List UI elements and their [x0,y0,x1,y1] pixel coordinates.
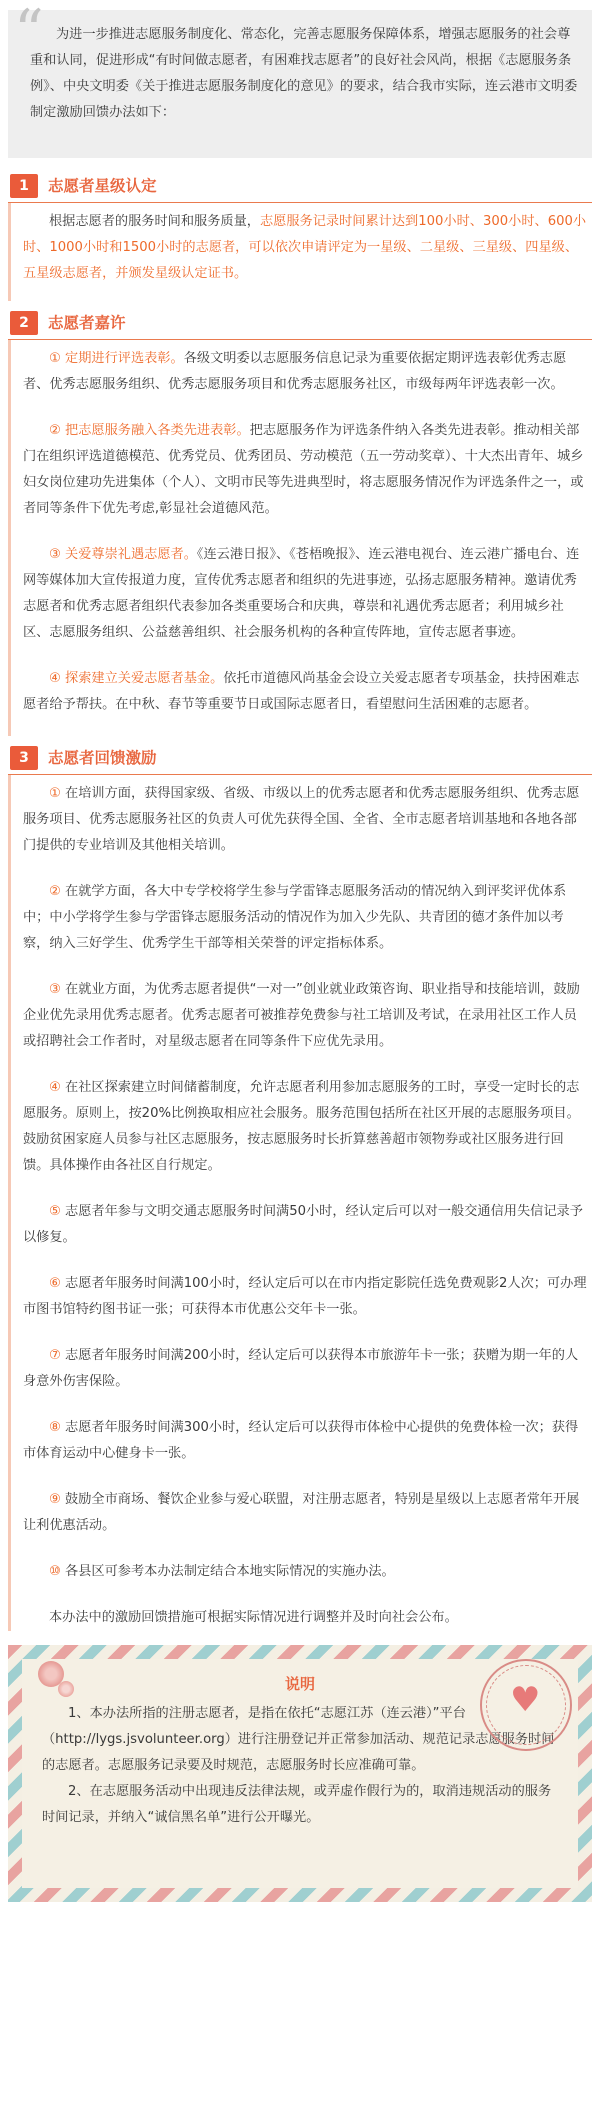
number-mark: ① [49,351,61,366]
item-text: 志愿者年参与文明交通志愿服务时间满50小时，经认定后可以对一般交通信用失信记录予以修复。 [23,1204,583,1245]
list-item [23,1415,588,1467]
heart-stamp-icon [480,1659,572,1751]
number-mark: ② [49,423,61,438]
section-title: 志愿者星级认定 [48,177,157,195]
note-paragraph: 2、在志愿服务活动中出现违反法律法规，或弄虚作假行为的，取消违规活动的服务时间记录，并纳入“诚信黑名单”进行公开曝光。 [42,1784,552,1825]
item-text: 志愿者年服务时间满100小时，经认定后可以在市内指定影院任选免费观影2人次；可办理市图书馆特约图书证一张；可获得本市优惠公交年卡一张。 [23,1276,587,1317]
text: 根据志愿者的服务时间和服务质量， [49,214,260,229]
item-heading: 把志愿服务融入各类先进表彰。 [65,423,250,438]
number-mark: ⑩ [49,1564,61,1579]
list-item [23,1271,588,1323]
number-mark: ④ [49,671,61,686]
number-mark: ② [49,884,61,899]
note-box [8,1645,592,1902]
intro-text: 为进一步推进志愿服务制度化、常态化，完善志愿服务保障体系，增强志愿服务的社会尊重和认同，促进形成“有时间做志愿者，有困难找志愿者”的良好社会风尚，根据《志愿服务条例》、中央文明委《关于推进志愿服务制度化的意见》的要求，结合我市实际，连云港市文明委制定激励回馈办法如下： [30,27,578,120]
list-item [23,1199,588,1251]
section-number-badge: 3 [10,746,38,770]
number-mark: ① [49,786,61,801]
section-header [8,307,592,340]
flower-decoration-icon [58,1681,74,1697]
intro-box [8,0,592,158]
item-text: 鼓励全市商场、餐饮企业参与爱心联盟，对注册志愿者，特别是星级以上志愿者常年开展让利优惠活动。 [23,1492,580,1533]
item-text: 依托市道德风尚基金会设立关爱志愿者专项基金，扶持困难志愿者给予帮扶。在中秋、春节等重要节日或国际志愿者日，看望慰问生活困难的志愿者。 [23,671,580,712]
section-body [8,340,592,736]
section-star-rating [8,170,592,301]
section-header [8,742,592,775]
section-header [8,170,592,203]
item-text: 在培训方面，获得国家级、省级、市级以上的优秀志愿者和优秀志愿服务组织、优秀志愿服务项目、优秀志愿服务社区的负责人可优先获得全国、全省、全市志愿者培训基地和各地各部门提供的专业培训及其他相关培训。 [23,786,580,853]
paragraph [23,209,588,287]
item-heading: 探索建立关爱志愿者基金。 [65,671,224,686]
item-text: 志愿者年服务时间满200小时，经认定后可以获得本市旅游年卡一张；获赠为期一年的人身意外伤害保险。 [23,1348,579,1389]
number-mark: ⑧ [49,1420,61,1435]
list-item [23,879,588,957]
item-text: 把志愿服务作为评选条件纳入各类先进表彰。推动相关部门在组织评选道德模范、优秀党员、优秀团员、劳动模范（五一劳动奖章）、十大杰出青年、城乡妇女岗位建功先进集体（个人）、文明市民等先进典型时，将志愿服务情况作为评选条件之一，或者同等条件下优先考虑,彰显社会道德风范。 [23,423,584,516]
number-mark: ⑤ [49,1204,61,1219]
section-title: 志愿者嘉许 [48,314,126,332]
list-item [23,1343,588,1395]
number-mark: ⑨ [49,1492,61,1507]
item-text: 在就学方面，各大中专学校将学生参与学雷锋志愿服务活动的情况纳入到评奖评优体系中；中小学将学生参与学雷锋志愿服务活动的情况作为加入少先队、共青团的德才条件加以考察，纳入三好学生、优秀学生干部等相关荣誉的评定指标体系。 [23,884,567,951]
list-item [23,666,588,718]
note-content [22,1659,578,1888]
section-rewards [8,742,592,1631]
list-item [23,1075,588,1179]
heart-icon: ♥ [510,1680,541,1720]
list-item [23,1487,588,1539]
section-number-badge: 1 [10,174,38,198]
item-heading: 定期进行评选表彰。 [65,351,184,366]
section-commendation [8,307,592,736]
item-text: 在就业方面，为优秀志愿者提供“一对一”创业就业政策咨询、职业指导和技能培训，鼓励企业优先录用优秀志愿者。优秀志愿者可被推荐免费参与社工培训及考试，在录用社区工作人员或招聘社会工作者时，对星级志愿者在同等条件下应优先录用。 [23,982,580,1049]
list-item [23,781,588,859]
note-paragraph: 1、本办法所指的注册志愿者，是指在依托“志愿江苏（连云港）”平台（http://lygs.jsvolunteer.org）进行注册登记并正常参加活动、规范记录志愿服务时间的志愿者。志愿服务记录要及时规范，志愿服务时长应准确可靠。 [42,1706,555,1773]
item-text: 志愿者年服务时间满300小时，经认定后可以获得市体检中心提供的免费体检一次；获得市体育运动中心健身卡一张。 [23,1420,579,1461]
section-number-badge: 2 [10,311,38,335]
number-mark: ③ [49,547,61,562]
list-item [23,418,588,522]
number-mark: ⑥ [49,1276,61,1291]
highlight-text: 志愿服务记录时间累计达到100小时、300小时、600小时、1000小时和1500小时的志愿者，可以依次申请评定为一星级、二星级、三星级、四星级、五星级志愿者，并颁发星级认定证书。 [23,214,587,281]
closing-text: 本办法中的激励回馈措施可根据实际情况进行调整并及时向社会公布。 [49,1610,458,1625]
item-text: 《连云港日报》、《苍梧晚报》、连云港电视台、连云港广播电台、连网等媒体加大宣传报道力度，宣传优秀志愿者和组织的先进事迹，弘扬志愿服务精神。邀请优秀志愿者和优秀志愿者组织代表参加各类重要场合和庆典，尊崇和礼遇优秀志愿者；利用城乡社区、志愿服务组织、公益慈善组织、社会服务机构的各种宣传阵地，宣传志愿者事迹。 [23,547,580,640]
quote-mark-icon: “ [14,0,44,65]
number-mark: ④ [49,1080,61,1095]
item-text: 各县区可参考本办法制定结合本地实际情况的实施办法。 [65,1564,395,1579]
section-body [8,775,592,1631]
section-body [8,203,592,301]
list-item [23,977,588,1055]
section-title: 志愿者回馈激励 [48,749,157,767]
item-text: 各级文明委以志愿服务信息记录为重要依据定期评选表彰优秀志愿者、优秀志愿服务组织、优秀志愿服务项目和优秀志愿服务社区，市级每两年评选表彰一次。 [23,351,567,392]
list-item [23,1559,588,1585]
number-mark: ⑦ [49,1348,61,1363]
list-item [23,346,588,398]
list-item [23,542,588,646]
number-mark: ③ [49,982,61,997]
note-title: 说明 [284,1675,315,1693]
item-text: 在社区探索建立时间储蓄制度，允许志愿者利用参加志愿服务的工时，享受一定时长的志愿服务。原则上，按20%比例换取相应社会服务。服务范围包括所在社区开展的志愿服务项目。鼓励贫困家庭人员参与社区志愿服务，按志愿服务时长折算慈善超市领物券或社区服务进行回馈。具体操作由各社区自行规定。 [23,1080,580,1173]
item-heading: 关爱尊崇礼遇志愿者。 [65,547,197,562]
